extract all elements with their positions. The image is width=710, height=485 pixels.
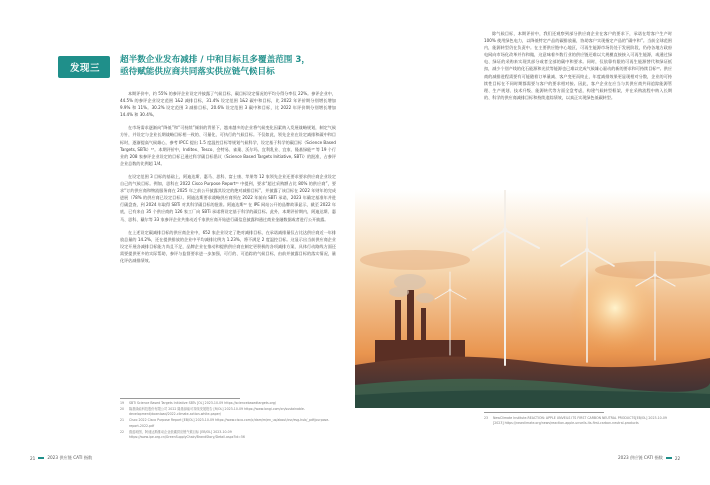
footnote-number: 20 (120, 406, 125, 411)
folio-bar-icon (666, 457, 672, 459)
footnote-text[interactable]: 隆基绿能科技股份有限公司 2022 隆基绿能可持续发展报告 [R/OL] 2023-10-09 https://www.longi.com/cn/sustainable-development/download/2022-climate-action-white-paper/ (129, 406, 305, 417)
footnote (120, 407, 336, 418)
paragraph: 在市场需求逐渐向“降低”和“可持续”倾斜的背景下，越来越多的企业将气候变化因素纳入发展战略规划，制定气候方针，并设定与企业长期战略目标相一致的、可量化、可执行的气候目标。不仅如此，领先企业在设定减排和碳中和目标时，逐渐提高气候雄心，参考 IPCC 提出 1.5 度温控目标等规划气候科学，设定基于科学的碳目标（Science Based Targets, SBTs）¹⁹。本期评价中，Inditex、Tesco、会特易、雀巢、沃尔玛、宜利乳业、宜家、隆基绿能¹⁹ 等 19 个行业的 208 家参评企业设定的目标已通过科学碳目标倡议（Science Based Targets Initiative, SBTi）的批准，占参评企业总数的比例超 1/4。 (120, 125, 336, 166)
wind-turbines-factory-illustration-icon (355, 190, 710, 408)
page-number: 22 (674, 455, 681, 461)
page-folio-left (30, 455, 92, 461)
footnote-number: 21 (120, 418, 125, 423)
left-footnotes (120, 401, 336, 441)
footnote (120, 418, 336, 429)
section-badge: 发现三 (58, 56, 110, 78)
paragraph: 在上述设定碳减排目标的供应商企业中，652 家企业设定了绝对减排目标，在承诺减排量仅占比达供应商近一年排放总量的 14.2%，还在提供排放的企业中平均减排比例为 1.23%，将不满足 2 度温控目标。这显示出当前供应商企业设定开展各减排目标能力尚且不足，品牌企业在推动和提供供应商在制定更积极的各项减排方案、具体行动路线方面还需要提供更多的实际帮助，参评与监督要求进一步加强，可行的、可追踪的气候目标，由前并披露目标的落实情况，量化评估减排绩效。 (120, 229, 336, 263)
folio-bar-icon (38, 457, 44, 459)
paragraph: 在设定范围 3 目标的基础上，阿迪达斯、惠马、思科、富士康、苹果等 12 家领先企业还要求要求供应商企业设定自己的气候目标。例如，思科在 2022 Cisco Purpose Report²¹ 中提到，要求“超过采购额占比 80% 的供应商”，要求“订约供应商和物流服务商在 2025 年之前公开披露其设定的绝对减排目标”，并披露了该目标在 2022 年财年的完成进展（78% 的供应商已设定目标）。阿迪达斯要求战略供应商须在 2022 年前向 SBTi 承诺，2023 年确定基准年并进行碳盘查，到 2024 年取得 SBTi 对其科学碳目标的批准。阿迪达斯²² 在 IPE 网站公开的品牌故事显示，截至 2022 年底，已有来自 35 个供应商的 126 家工厂向 SBTi 承诺将设定基于科学的碳目标。此外，本期评价期内，阿迪达斯、惠马、思科、戴尔等 33 家参评企业共推动近千家供应商开始进行碳信息披露和通过商业金融数据或者进行公开披露。 (120, 173, 336, 222)
hero-illustration (355, 190, 710, 408)
footnote-number: 19 (120, 401, 125, 405)
left-body-text (120, 90, 336, 270)
paragraph: 本期评价中，约 55% 的参评企业设定并披露了气候目标，碳目标设定情况的平均分得分率仅 22%。参评企业中，44.5% 的参评企业设定范围 1&2 减排目标，31.4% 设定范围 1&2 碳中和目标，比 2022 年评价期分别增长增加 9.9% 和 11%。30.2% 设定范围 3 减排目标，20.6% 设定范围 3 碳中和目标，比 2022 年评价期分别增长增加 14.4% 和 30.4%。 (120, 91, 336, 118)
title-line: 亟待赋能供应商共同落实供应链气候目标 (120, 67, 275, 77)
right-body-text (484, 30, 672, 107)
footnote (484, 416, 672, 427)
footnote-number: 23 (484, 416, 489, 420)
paragraph: 除气候目标，本期评价中，我们还观察到部分供应商企业在客户的要求下，承诺在给客户生产时 100% 使用绿色电力，以降低特定产品的碳排放量，协助客户实现指定产品的“碳中和”。当前全球范围内，能源转型仍在负责中。在主要供应链中心地区，可再生能源市场仍处于发展阶段，仍待各地方政府电网向市场化改革并作和做，这意味着多数行业的供应链还难以大规模直接接入可再生能源，或通过绿电、绿证的采购来实现其部分或者全部的碳中和要求。同时，仅依靠有限的可再生能源替代和绿证抵扣，减少个别产线的化石能源和光伏等能源也已难以完成气候雄心驱动的新的要求和可持续目标²³。供应商的减排进程需要有可能随着订单量减、客户变更而终止，年度减排效果更显现相对分散，企业的可持续性目标在不同时期都需要与客户的要求相对接。因此，客户企业在应当与其供应商共同追踪能源管理、生产规划、技术升级、能源转代等方面全盘考虑，构建气候转型框架，并在采购流程中纳入长期的、科学的供应商减排目标和持续追踪绩效，以真正实现绿色低碳转型。 (484, 31, 672, 100)
section-title (120, 54, 335, 78)
folio-label: 2023 供应链 CATI 指数 (618, 455, 663, 460)
page-folio-right (618, 455, 680, 461)
footnote (120, 430, 336, 441)
footnote (120, 401, 336, 406)
page-number: 21 (30, 455, 36, 461)
footnote-text[interactable]: SBTi Science Based Targets Initiative SBTs [OL] 2023-10-09 https://sciencebasedtargets.org/ (129, 401, 276, 405)
footnote-divider (120, 398, 240, 399)
right-footnotes (484, 416, 672, 427)
footnote-number: 22 (120, 429, 125, 434)
footnote-text[interactable]: Cisco 2022 Cisco Purpose Report [EB/OL] 2023-10-09 https://www.cisco.com/c/dam/m/en_us/about/csr/esg-hub/_pdf/purpose-report-2022.pdf (129, 418, 330, 428)
footnote-divider (484, 412, 604, 413)
footnote-text[interactable]: NewClimate Institute.REACTION: APPLE UNVEILS ITS FIRST CARBON NEUTRAL PRODUCTS[EB/OL] 2023-10-09 [2023] https://newclimate.org/news/reaction-apple-unveils-its-first-carbon-neutral-products (493, 416, 667, 426)
folio-label: 2023 供应链 CATI 指数 (47, 455, 93, 460)
title-line: 超半数企业发布减排 / 中和目标且多覆盖范围 3， (120, 55, 310, 65)
footnote-text[interactable]: 蔚蓝地图，阿迪达斯推动企业低碳供应链气候目标 [EB/OL] 2023-10-09 https://www.ipe.org.cn/GreenSupplyChain/BrandStory/Detail.aspx?id=56 (129, 429, 245, 439)
